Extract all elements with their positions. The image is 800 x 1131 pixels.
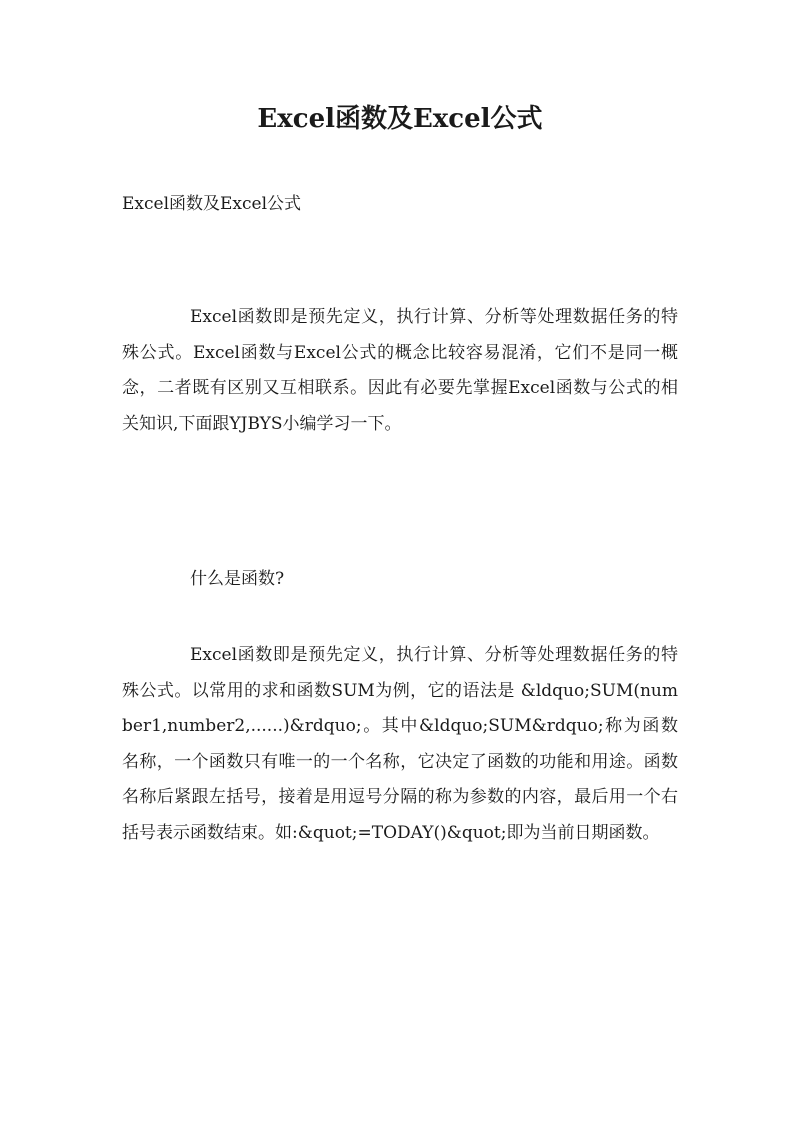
document-title: Excel函数及Excel公式 <box>257 104 543 134</box>
definition-paragraph: Excel函数即是预先定义，执行计算、分析等处理数据任务的特殊公式。以常用的求和函数SUM为例，它的语法是 &ldquo;SUM(number1,number2,......)&rdquo;。其中&ldquo;SUM&rdquo;称为函数名称，一个函数只有唯一的一个名称，它决定了函数的功能和用途。函数名称后紧跟左括号，接着是用逗号分隔的称为参数的内容，最后用一个右括号表示函数结束。如:&quot;=TODAY()&quot;即为当前日期函数。 <box>122 645 678 843</box>
intro-paragraph: Excel函数即是预先定义，执行计算、分析等处理数据任务的特殊公式。Excel函数与Excel公式的概念比较容易混淆，它们不是同一概念，二者既有区别又互相联系。因此有必要先掌握Excel函数与公式的相关知识,下面跟YJBYS小编学习一下。 <box>122 307 678 434</box>
document-subtitle: Excel函数及Excel公式 <box>122 194 302 214</box>
section-heading: 什么是函数? <box>190 569 285 589</box>
